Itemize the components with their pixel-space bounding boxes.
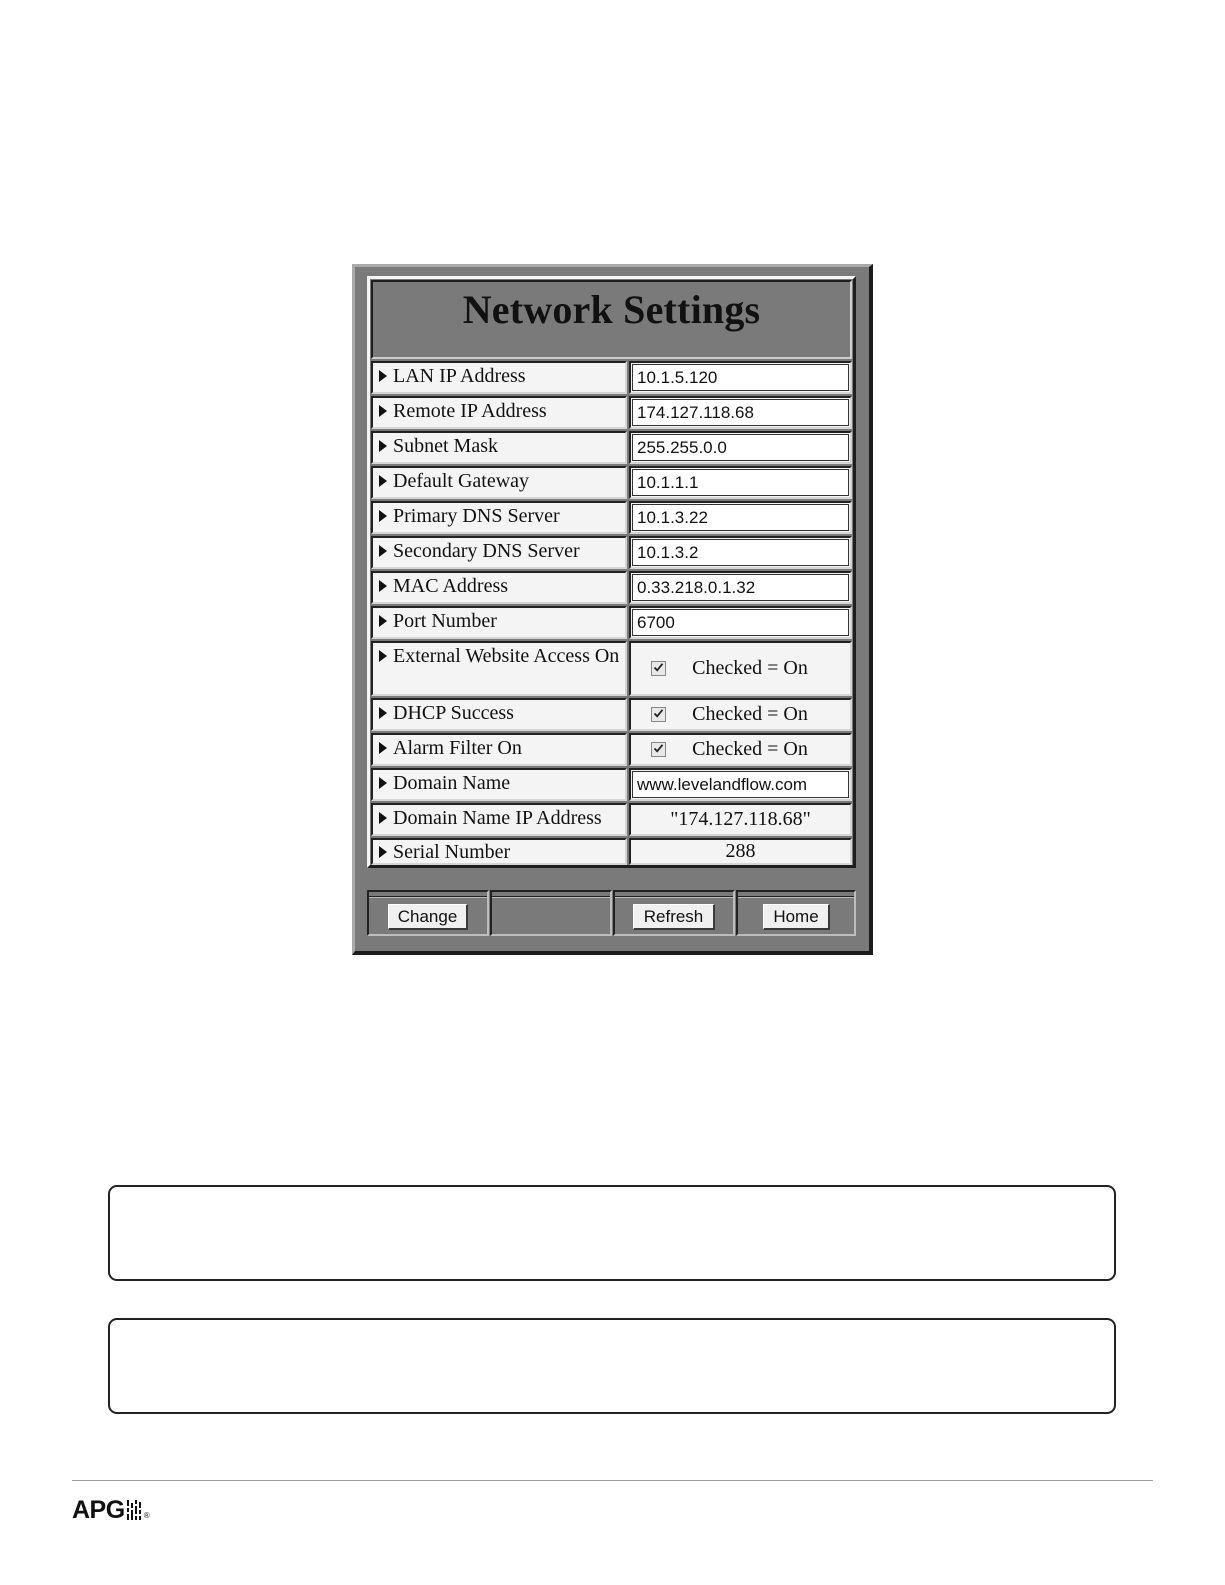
row-port-number [371, 606, 852, 639]
home-button[interactable]: Home [763, 904, 830, 930]
alarm-filter-checkbox[interactable] [651, 742, 666, 757]
network-settings-panel [352, 264, 873, 955]
secondary-dns-input[interactable] [632, 539, 849, 566]
label-mac-address [371, 571, 627, 604]
label-secondary-dns [371, 536, 627, 569]
value-cell [629, 571, 852, 604]
triangle-right-icon [379, 440, 387, 452]
primary-dns-input[interactable] [632, 504, 849, 531]
label-default-gateway [371, 466, 627, 499]
label-text: Default Gateway [393, 470, 530, 492]
row-domain-ip [371, 803, 852, 836]
button-cell-refresh [613, 890, 735, 936]
label-text: Secondary DNS Server [393, 540, 580, 562]
label-text: Port Number [393, 610, 497, 632]
info-box-1 [108, 1185, 1116, 1281]
label-remote-ip [371, 396, 627, 429]
label-domain-name [371, 768, 627, 801]
label-text: Domain Name IP Address [393, 807, 602, 829]
label-primary-dns [371, 501, 627, 534]
mac-address-input[interactable] [632, 574, 849, 601]
value-cell [629, 838, 852, 865]
triangle-right-icon [379, 707, 387, 719]
label-port-number [371, 606, 627, 639]
row-serial-number [371, 838, 852, 865]
logo-bars-icon [127, 1500, 143, 1520]
checkbox-group [631, 700, 850, 729]
label-external-website-access [371, 641, 627, 696]
triangle-right-icon [379, 812, 387, 824]
label-subnet-mask [371, 431, 627, 464]
label-domain-ip [371, 803, 627, 836]
triangle-right-icon [379, 405, 387, 417]
button-bar [367, 890, 856, 936]
row-default-gateway [371, 466, 852, 499]
divider [369, 896, 487, 898]
subnet-mask-input[interactable] [632, 434, 849, 461]
checkmark-icon [653, 708, 664, 719]
label-text: Subnet Mask [393, 435, 498, 457]
label-lan-ip [371, 361, 627, 394]
triangle-right-icon [379, 475, 387, 487]
row-domain-name [371, 768, 852, 801]
triangle-right-icon [379, 580, 387, 592]
label-text: Primary DNS Server [393, 505, 560, 527]
button-cell-empty [490, 890, 612, 936]
triangle-right-icon [379, 650, 387, 662]
divider [492, 896, 610, 898]
value-cell [629, 768, 852, 801]
registered-mark: ® [143, 1511, 150, 1520]
domain-name-input[interactable] [632, 771, 849, 798]
value-cell [629, 361, 852, 394]
checkbox-caption: Checked = On [692, 703, 808, 725]
domain-ip-value: "174.127.118.68" [670, 808, 811, 830]
label-text: External Website Access On [393, 645, 620, 667]
label-alarm-filter [371, 733, 627, 766]
triangle-right-icon [379, 545, 387, 557]
title-cell [371, 280, 852, 359]
label-text: DHCP Success [393, 702, 514, 724]
row-remote-ip [371, 396, 852, 429]
row-dhcp-success [371, 698, 852, 731]
checkbox-caption: Checked = On [692, 657, 808, 679]
value-cell [629, 606, 852, 639]
checkbox-caption: Checked = On [692, 738, 808, 760]
default-gateway-input[interactable] [632, 469, 849, 496]
page-title: Network Settings [462, 287, 761, 332]
label-text: Alarm Filter On [393, 737, 522, 759]
button-cell-home [736, 890, 856, 936]
value-cell [629, 431, 852, 464]
logo-text: APG [72, 1495, 125, 1524]
footer-divider [72, 1480, 1153, 1481]
button-cell-change [367, 890, 489, 936]
triangle-right-icon [379, 615, 387, 627]
value-cell [629, 641, 852, 696]
value-cell [629, 466, 852, 499]
apg-logo [72, 1496, 149, 1524]
label-text: Remote IP Address [393, 400, 547, 422]
triangle-right-icon [379, 370, 387, 382]
serial-number-value: 288 [725, 840, 756, 862]
divider [615, 896, 733, 898]
label-serial-number [371, 838, 627, 865]
value-cell [629, 698, 852, 731]
checkbox-group [631, 735, 850, 764]
checkbox-group [631, 643, 850, 694]
port-number-input[interactable] [632, 609, 849, 636]
row-lan-ip [371, 361, 852, 394]
value-cell [629, 733, 852, 766]
row-primary-dns [371, 501, 852, 534]
settings-table [367, 276, 856, 868]
value-cell [629, 536, 852, 569]
remote-ip-input[interactable] [632, 399, 849, 426]
checkmark-icon [653, 743, 664, 754]
label-dhcp-success [371, 698, 627, 731]
label-text: Domain Name [393, 772, 511, 794]
divider [738, 896, 854, 898]
label-text: Serial Number [393, 841, 511, 863]
triangle-right-icon [379, 742, 387, 754]
label-text: MAC Address [393, 575, 509, 597]
value-cell [629, 803, 852, 836]
info-box-2 [108, 1318, 1116, 1414]
row-alarm-filter [371, 733, 852, 766]
triangle-right-icon [379, 846, 387, 858]
change-button[interactable]: Change [388, 904, 468, 930]
row-mac-address [371, 571, 852, 604]
dhcp-success-checkbox[interactable] [651, 707, 666, 722]
checkmark-icon [653, 662, 664, 673]
triangle-right-icon [379, 777, 387, 789]
row-subnet-mask [371, 431, 852, 464]
value-cell [629, 396, 852, 429]
refresh-button[interactable]: Refresh [633, 904, 715, 930]
label-text: LAN IP Address [393, 365, 526, 387]
triangle-right-icon [379, 510, 387, 522]
row-external-website-access [371, 641, 852, 696]
value-cell [629, 501, 852, 534]
external-website-access-checkbox[interactable] [651, 661, 666, 676]
row-secondary-dns [371, 536, 852, 569]
lan-ip-input[interactable] [632, 364, 849, 391]
